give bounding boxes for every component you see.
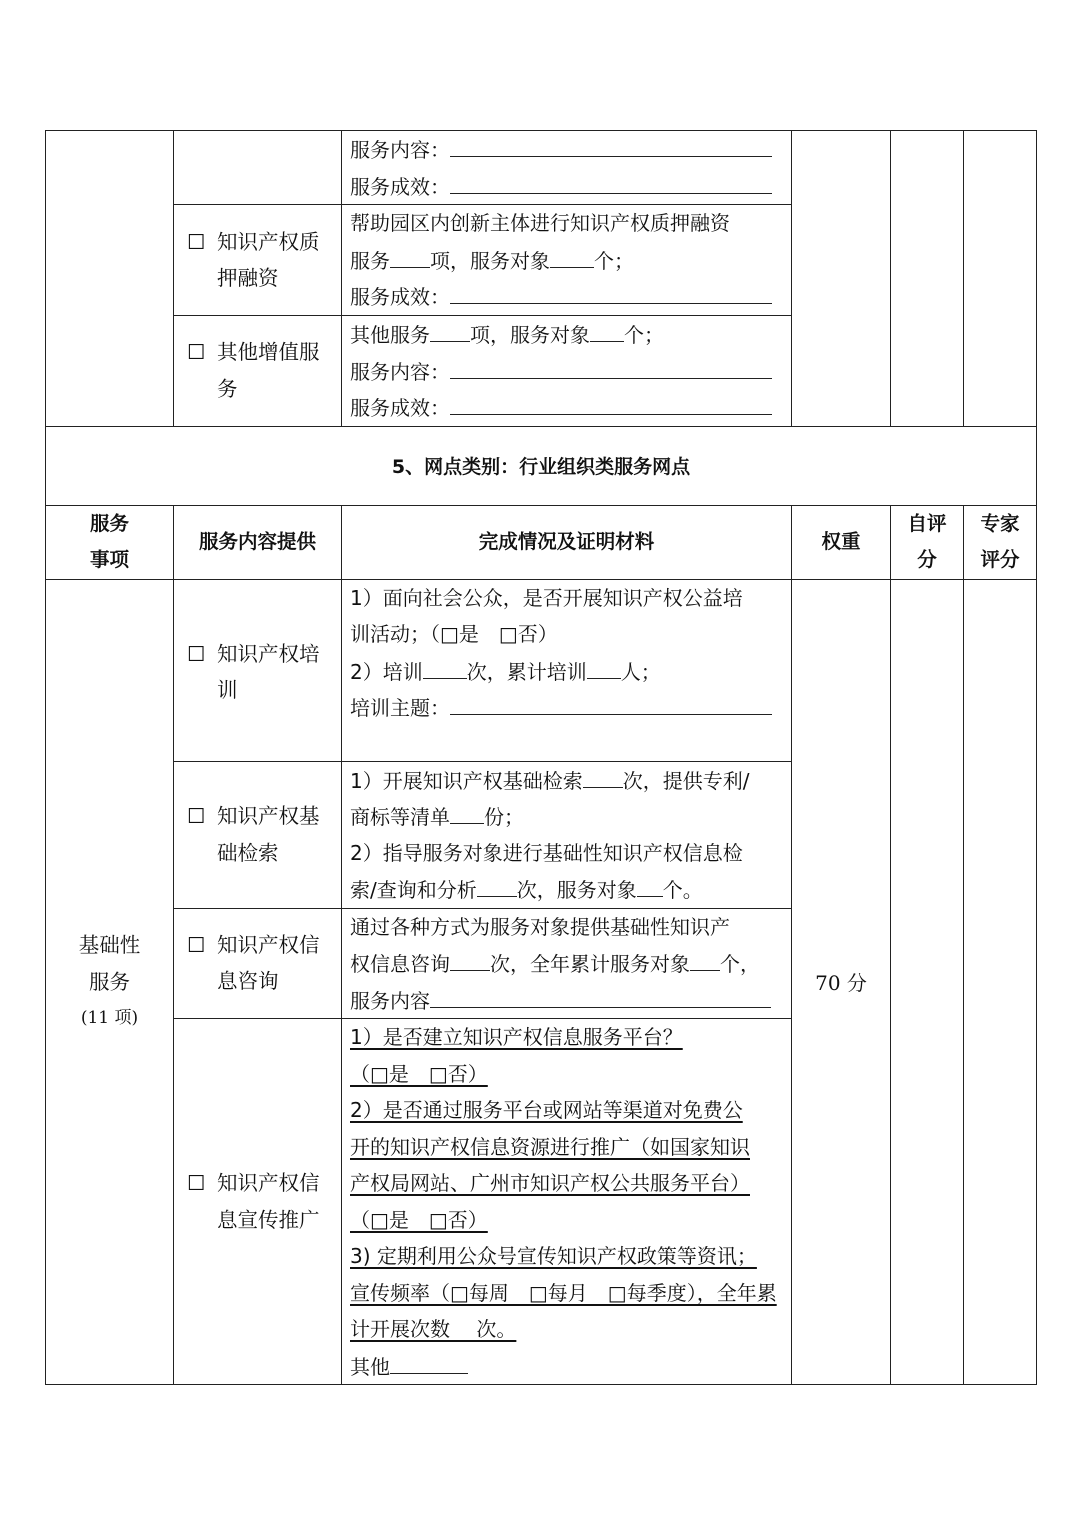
- self-score-cell[interactable]: [891, 579, 964, 1385]
- content-text: 1）开展知识产权基础检索: [350, 768, 583, 793]
- content-text[interactable]: 计开展次数 次。: [350, 1317, 517, 1341]
- fill-blank[interactable]: [450, 689, 772, 715]
- checkbox-icon[interactable]: ☐: [187, 804, 206, 828]
- content-label: 服务内容：: [350, 359, 450, 384]
- section-title: 5、网点类别：行业组织类服务网点: [46, 426, 1037, 505]
- item-label: 知识产权质押融资: [217, 229, 320, 290]
- item-cell-empty: [174, 131, 342, 205]
- content-text: 3) 定期利用公众号宣传知识产权政策等资讯；: [350, 1244, 757, 1268]
- fill-blank[interactable]: [587, 653, 621, 679]
- fill-blank[interactable]: [550, 242, 594, 268]
- content-text: 索/查询和分析: [350, 878, 477, 902]
- item-cell: [174, 1019, 342, 1385]
- content-text: 通过各种方式为服务对象提供基础性知识产: [350, 914, 730, 939]
- fill-blank[interactable]: [690, 945, 720, 971]
- content-text: 开的知识产权信息资源进行推广（如国家知识: [350, 1134, 750, 1159]
- content-text: 商标等清单: [350, 805, 450, 829]
- header-self-score: 自评分: [891, 505, 964, 579]
- content-text: 个，: [720, 952, 760, 976]
- fill-blank[interactable]: [637, 871, 663, 897]
- content-text: 次，全年累计服务对象: [490, 952, 690, 976]
- item-cell: [174, 316, 342, 427]
- content-cell: [342, 761, 792, 908]
- weight-cell: [792, 131, 891, 427]
- header-expert-score: 专家评分: [964, 505, 1037, 579]
- content-text: 2）指导服务对象进行基础性知识产权信息检: [350, 840, 743, 865]
- item-label: 知识产权基础检索: [217, 804, 320, 865]
- content-text: 人；: [620, 659, 661, 684]
- checkbox-icon[interactable]: ☐: [187, 932, 206, 957]
- checkbox-icon[interactable]: ☐: [187, 229, 206, 254]
- fill-blank[interactable]: [590, 316, 624, 342]
- self-score-cell[interactable]: [891, 131, 964, 427]
- checkbox-icon[interactable]: ☐: [187, 641, 206, 666]
- content-text: 个。: [662, 878, 703, 902]
- item-cell: [174, 761, 342, 908]
- content-cell: [342, 908, 792, 1019]
- checkbox-icon[interactable]: ☐: [187, 1171, 206, 1195]
- content-text: 次，提供专利/: [622, 768, 750, 793]
- content-text: 次，累计培训: [466, 659, 587, 684]
- category-cell-empty: [46, 131, 174, 427]
- evaluation-table: [45, 130, 1037, 1385]
- content-cell: [342, 316, 792, 427]
- content-text: 2）培训: [350, 659, 423, 684]
- content-text: 个；: [594, 248, 634, 273]
- content-cell: [342, 131, 792, 205]
- content-label: 服务内容: [350, 988, 430, 1013]
- category-count: (11 项): [80, 1008, 139, 1028]
- fill-blank[interactable]: [390, 1348, 468, 1374]
- item-cell: [174, 579, 342, 761]
- content-text: 产权局网站、广州市知识产权公共服务平台）: [350, 1171, 750, 1195]
- category-cell: [46, 579, 174, 1385]
- content-text: 个；: [624, 323, 664, 347]
- header-completion: 完成情况及证明材料: [342, 505, 792, 579]
- item-label: 知识产权信息咨询: [217, 932, 320, 994]
- content-text: 帮助园区内创新主体进行知识产权质押融资: [350, 211, 730, 236]
- fill-blank[interactable]: [430, 982, 771, 1008]
- content-text: 其他服务: [350, 323, 430, 347]
- content-cell: [342, 579, 792, 761]
- table-row: [46, 131, 1037, 205]
- header-row: [46, 505, 1037, 579]
- content-text: 1）是否建立知识产权信息服务平台？: [350, 1025, 683, 1049]
- expert-score-cell[interactable]: [964, 131, 1037, 427]
- content-text[interactable]: （□是 □否）: [350, 1061, 488, 1086]
- fill-blank[interactable]: [477, 871, 517, 897]
- header-weight: 权重: [792, 505, 891, 579]
- item-label: 知识产权培训: [217, 641, 320, 702]
- item-label: 知识产权信息宣传推广: [217, 1171, 320, 1232]
- table-row: [46, 579, 1037, 761]
- weight-value: 70 分: [792, 579, 891, 1385]
- content-text: 项，服务对象: [430, 248, 550, 273]
- fill-blank[interactable]: [450, 168, 772, 194]
- content-text[interactable]: （□是 □否）: [350, 1207, 488, 1232]
- category-name: 基础性服务: [78, 933, 141, 994]
- fill-blank[interactable]: [423, 653, 467, 679]
- content-text[interactable]: 训活动；（□是 □否）: [350, 622, 558, 646]
- header-service-content: 服务内容提供: [174, 505, 342, 579]
- item-label: 其他增值服务: [217, 340, 320, 401]
- content-label: 服务内容：: [350, 138, 450, 162]
- fill-blank[interactable]: [583, 762, 623, 788]
- fill-blank[interactable]: [450, 278, 772, 304]
- item-cell: [174, 908, 342, 1019]
- content-label: 服务成效：: [350, 174, 450, 199]
- header-service-item: 服务事项: [46, 505, 174, 579]
- fill-blank[interactable]: [450, 945, 490, 971]
- content-text: 次，服务对象: [516, 878, 637, 902]
- item-cell: [174, 205, 342, 316]
- section-row: [46, 426, 1037, 505]
- content-text: 服务: [350, 248, 390, 273]
- content-text: 项，服务对象: [470, 323, 590, 347]
- fill-blank[interactable]: [450, 353, 772, 379]
- content-label: 服务成效：: [350, 285, 450, 310]
- fill-blank[interactable]: [390, 242, 430, 268]
- content-cell: [342, 205, 792, 316]
- content-cell: [342, 1019, 792, 1385]
- content-label: 培训主题：: [350, 696, 450, 720]
- checkbox-icon[interactable]: ☐: [187, 340, 206, 365]
- expert-score-cell[interactable]: [964, 579, 1037, 1385]
- content-text: 权信息咨询: [350, 952, 450, 976]
- fill-blank[interactable]: [450, 131, 772, 157]
- content-label: 其他: [350, 1354, 390, 1379]
- content-text: 2）是否通过服务平台或网站等渠道对免费公: [350, 1098, 743, 1122]
- fill-blank[interactable]: [450, 389, 772, 415]
- content-label: 服务成效：: [350, 396, 450, 420]
- content-text: 1）面向社会公众，是否开展知识产权公益培: [350, 585, 743, 610]
- content-text: 份；: [484, 805, 524, 829]
- content-text[interactable]: 宣传频率（□每周 □每月 □每季度），全年累: [350, 1280, 777, 1305]
- fill-blank[interactable]: [450, 798, 484, 824]
- fill-blank[interactable]: [430, 316, 470, 342]
